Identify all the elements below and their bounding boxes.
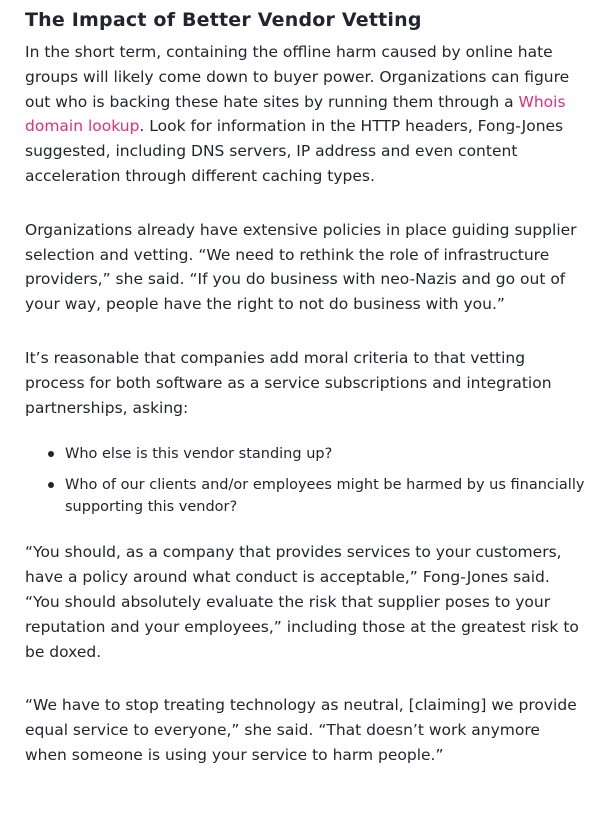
list-item (65, 474, 585, 518)
list-item-text: Who of our clients and/or employees might be harmed by us financially supporting this vendor? (65, 477, 585, 516)
bullet-icon (48, 451, 54, 457)
paragraph-text: . Look for information in the HTTP headers, Fong-Jones suggested, including DNS servers, IP address and even content acceleration through different caching types. (25, 117, 564, 185)
paragraph-policies: Organizations already have extensive policies in place guiding supplier selection and vetting. “We need to rethink the role of infrastructure providers,” she said. “If you do business with neo-Nazis and go out of your way, people have the right to not do business with you.” (25, 220, 577, 314)
list-item (65, 443, 585, 465)
paragraph-neutral-technology: “We have to stop treating technology as neutral, [claiming] we provide equal service to everyone,” she said. “That doesn’t work anymore when someone is using your service to harm people.” (25, 696, 577, 764)
paragraph-moral-criteria: It’s reasonable that companies add moral criteria to that vetting process for both software as a service subscriptions and integration partnerships, asking: (25, 348, 552, 417)
paragraph-text: In the short term, containing the offline harm caused by online hate groups will likely come down to buyer power. Organizations can figure out who is backing these hate sites by running them through a (25, 43, 570, 111)
section-heading: The Impact of Better Vendor Vetting (25, 9, 422, 31)
bullet-icon (48, 482, 54, 488)
list-item-text: Who else is this vendor standing up? (65, 446, 333, 463)
paragraph-conduct-policy: “You should, as a company that provides services to your customers, have a policy around what conduct is acceptable,” Fong-Jones said. “You should absolutely evaluate the risk that supplier poses to your reputation and your employees,” including those at the greatest risk to be doxed. (25, 543, 579, 661)
article-body (25, 6, 585, 797)
vetting-questions-list (25, 443, 585, 518)
paragraph-whois (25, 40, 585, 189)
whois-domain-lookup-link[interactable]: Whois domain lookup (25, 92, 566, 136)
